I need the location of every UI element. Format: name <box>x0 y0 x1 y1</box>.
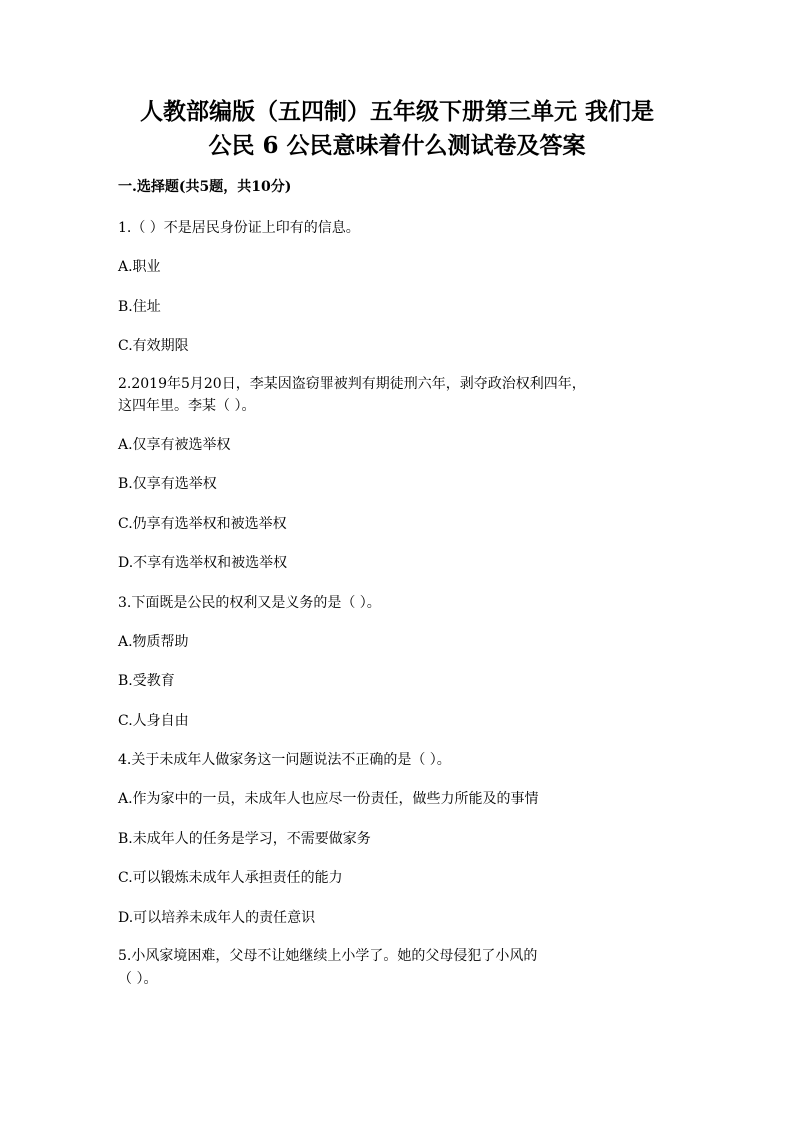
question-1-option-c: C.有效期限 <box>118 338 189 354</box>
question-3-option-c: C.人身自由 <box>118 713 189 729</box>
section-heading: 一.选择题(共5题，共10分) <box>118 179 292 195</box>
question-2-stem-line-2: 这四年里。李某（ ）。 <box>118 398 256 414</box>
document-title-line-2: 公民 6 公民意味着什么测试卷及答案 <box>208 132 586 159</box>
question-4-option-b: B.未成年人的任务是学习，不需要做家务 <box>118 831 371 847</box>
question-2-option-c: C.仍享有选举权和被选举权 <box>118 516 287 532</box>
question-2-stem-line-1: 2.2019年5月20日，李某因盗窃罪被判有期徒刑六年，剥夺政治权利四年， <box>118 376 586 392</box>
question-4-stem: 4.关于未成年人做家务这一问题说法不正确的是（ ）。 <box>118 752 451 768</box>
question-2-option-b: B.仅享有选举权 <box>118 476 217 492</box>
question-5-stem-line-1: 5.小风家境困难，父母不让她继续上小学了。她的父母侵犯了小风的 <box>118 948 538 964</box>
question-2-option-a: A.仅享有被选举权 <box>118 437 231 453</box>
question-1-stem: 1.（ ）不是居民身份证上印有的信息。 <box>118 220 360 236</box>
question-4-option-c: C.可以锻炼未成年人承担责任的能力 <box>118 870 343 886</box>
question-1-option-b: B.住址 <box>118 299 161 315</box>
question-4-option-d: D.可以培养未成年人的责任意识 <box>118 910 316 926</box>
document-title-line-1: 人教部编版（五四制）五年级下册第三单元 我们是 <box>139 98 654 125</box>
question-3-stem: 3.下面既是公民的权利又是义务的是（ ）。 <box>118 595 381 611</box>
question-5-stem-line-2: （ ）。 <box>118 971 158 987</box>
question-3-option-a: A.物质帮助 <box>118 634 189 650</box>
question-4-option-a: A.作为家中的一员，未成年人也应尽一份责任，做些力所能及的事情 <box>118 791 539 807</box>
question-1-option-a: A.职业 <box>118 259 161 275</box>
question-3-option-b: B.受教育 <box>118 673 175 689</box>
question-2-option-d: D.不享有选举权和被选举权 <box>118 555 288 571</box>
